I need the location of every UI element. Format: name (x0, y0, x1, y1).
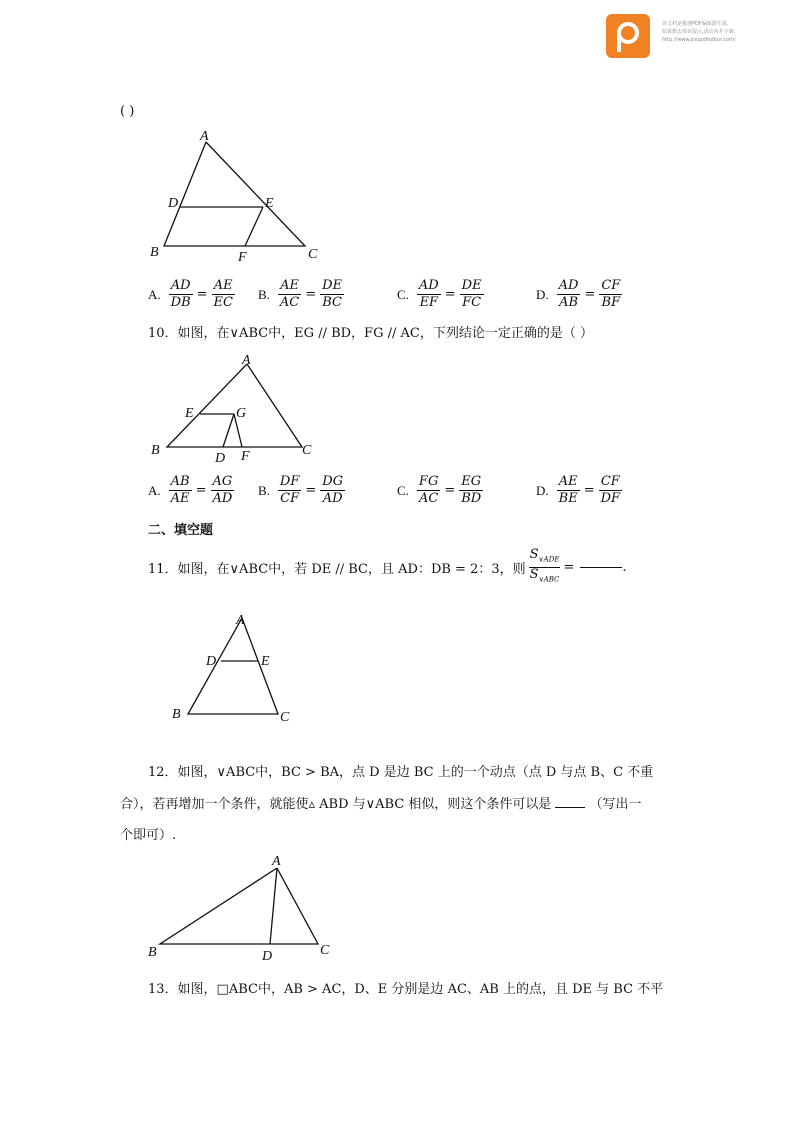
q11-label-e: E (261, 654, 270, 669)
watermark-line-1: 该文档是极速PDF编辑器生成, (662, 21, 729, 27)
watermark-line-3: http://www.jisupdfeditor.com/ (662, 37, 736, 43)
watermark-line-2: 如果想去掉该提示,请访问并下载: (662, 29, 736, 35)
q9-option-c[interactable]: C. $\frac{AD}{EF}$ = $\frac{DE}{FC}$ (397, 278, 482, 310)
q9-option-d[interactable]: D. $\frac{AD}{AB}$ = $\frac{CF}{BF}$ (536, 278, 621, 310)
q10-label-d: D (215, 451, 226, 466)
q10-question: 10．如图，在∨ABC中，EG // BD，FG // AC，下列结论一定正确的是（ ） (148, 326, 593, 341)
q10-option-d[interactable]: D. $\frac{AE}{BE}$ = $\frac{CF}{DF}$ (536, 474, 621, 506)
q10-label-b: B (151, 443, 160, 458)
q11-label-b: B (172, 707, 181, 722)
q11-figure (168, 608, 298, 726)
q12-answer-blank[interactable] (555, 807, 585, 808)
q13-line-1: 13．如图，□ABC中，AB > AC，D、E 分别是边 AC、AB 上的点，且 DE 与 BC 不平 (148, 982, 664, 997)
q11-label-d: D (206, 654, 217, 669)
q11-answer-blank[interactable] (580, 567, 622, 568)
q9-label-c: C (308, 247, 318, 262)
q10-label-f: F (241, 449, 250, 464)
pdf-editor-logo (606, 14, 650, 58)
q11-question: 11．如图，在∨ABC中，若 DE // BC，且 AD：DB = 2：3，则 $\frac{S_{\vee ADE}}{S_{\vee ABC}}$ = . (148, 548, 626, 586)
q12-label-d: D (262, 949, 273, 964)
q10-option-a[interactable]: A. $\frac{AB}{AE}$ = $\frac{AG}{AD}$ (148, 474, 233, 506)
q9-label-e: E (265, 196, 274, 211)
q12-label-a: A (272, 854, 281, 869)
q12-line-2: 合），若再增加一个条件，就能使▵ ABD 与∨ABC 相似，则这个条件可以是 （写出一 (120, 797, 642, 812)
q10-label-c: C (302, 443, 312, 458)
section-title: 二、填空题 (148, 523, 214, 538)
q11-label-c: C (280, 710, 290, 725)
q9-option-b[interactable]: B. $\frac{AE}{AC}$ = $\frac{DE}{BC}$ (258, 278, 343, 310)
q12-line-3: 个即可）. (120, 828, 177, 843)
q10-label-a: A (242, 353, 251, 368)
q9-option-a[interactable]: A. $\frac{AD}{DB}$ = $\frac{AE}{EC}$ (148, 278, 233, 310)
q11-area-ratio: $\frac{S_{\vee ADE}}{S_{\vee ABC}}$ (529, 547, 560, 584)
q9-label-f: F (238, 250, 247, 265)
q9-label-a: A (200, 129, 209, 144)
q12-label-c: C (320, 943, 330, 958)
q11-label-a: A (236, 613, 245, 628)
q10-option-c[interactable]: C. $\frac{FG}{AC}$ = $\frac{EG}{BD}$ (397, 474, 482, 506)
q10-label-g: G (236, 406, 247, 421)
q9-figure (140, 128, 330, 266)
q9-label-b: B (150, 245, 159, 260)
watermark-text (662, 20, 792, 44)
q10-label-e: E (185, 406, 194, 421)
q11-text: 11．如图，在∨ABC中，若 DE // BC，且 AD：DB = 2：3，则 (148, 561, 526, 577)
q12-figure (140, 850, 340, 965)
q9-label-d: D (168, 196, 179, 211)
q12-line-1: 12．如图，∨ABC中，BC > BA，点 D 是边 BC 上的一个动点（点 D 与点 B、C 不重 (148, 765, 654, 780)
logo-stem-icon (617, 32, 621, 52)
q12-label-b: B (148, 945, 157, 960)
q10-figure (145, 350, 325, 466)
q10-option-b[interactable]: B. $\frac{DF}{CF}$ = $\frac{DG}{AD}$ (258, 474, 344, 506)
q9-answer-paren: ( ) (120, 104, 135, 119)
